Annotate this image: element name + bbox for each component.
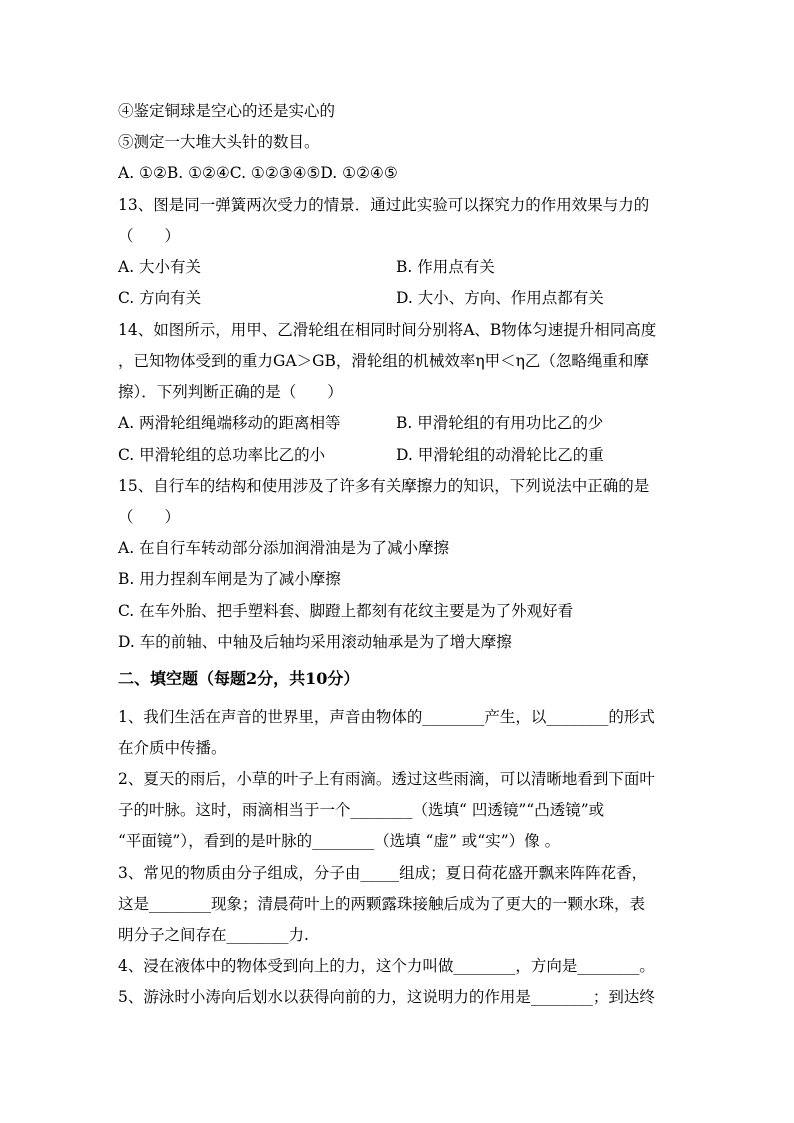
q15-option-a: A. 在自行车转动部分添加润滑油是为了减小摩擦 bbox=[118, 539, 450, 557]
fill-q3-line-3: 明分子之间存在________力. bbox=[118, 926, 309, 944]
q13-option-d: D. 大小、方向、作用点都有关 bbox=[396, 289, 604, 307]
q15-paren: （ ） bbox=[118, 508, 181, 526]
item-5: ⑤测定一大堆大头针的数目。 bbox=[118, 133, 320, 151]
q15-option-d: D. 车的前轴、中轴及后轴均采用滚动轴承是为了增大摩擦 bbox=[118, 633, 512, 651]
fill-q2-line-3: “平面镜”），看到的是叶脉的________（选填 “虚” 或“实”）像 。 bbox=[118, 832, 561, 850]
q13-stem: 13、图是同一弹簧两次受力的情景．通过此实验可以探究力的作用效果与力的 bbox=[118, 196, 650, 214]
q14-stem-2: ，已知物体受到的重力GA＞GB，滑轮组的机械效率η甲＜η乙（忽略绳重和摩 bbox=[118, 352, 649, 370]
item-4: ④鉴定铜球是空心的还是实心的 bbox=[118, 102, 336, 120]
fill-q2-line-2: 子的叶脉。这时，雨滴相当于一个________（选填“ 凹透镜”“凸透镜”或 bbox=[118, 801, 605, 819]
q15-stem: 15、自行车的结构和使用涉及了许多有关摩擦力的知识，下列说法中正确的是 bbox=[118, 477, 650, 495]
fill-q3-line-2: 这是________现象；清晨荷叶上的两颗露珠接触后成为了更大的一颗水珠，表 bbox=[118, 895, 646, 913]
fill-q1-line-2: 在介质中传播。 bbox=[118, 739, 227, 757]
section-heading: 二、填空题（每题2分，共10分） bbox=[118, 669, 360, 688]
q14-option-a: A. 两滑轮组绳端移动的距离相等 bbox=[118, 414, 341, 432]
fill-q4: 4、浸在液体中的物体受到向上的力，这个力叫做________，方向是________。 bbox=[118, 957, 655, 975]
fill-q3-line-1: 3、常见的物质由分子组成，分子由_____组成；夏日荷花盛开飘来阵阵花香， bbox=[118, 864, 648, 882]
q14-option-d: D. 甲滑轮组的动滑轮比乙的重 bbox=[396, 446, 604, 464]
q14-stem-1: 14、如图所示，用甲、乙滑轮组在相同时间分别将A、B物体匀速提升相同高度 bbox=[118, 321, 657, 339]
q14-option-b: B. 甲滑轮组的有用功比乙的少 bbox=[396, 414, 604, 432]
q13-option-a: A. 大小有关 bbox=[118, 258, 202, 276]
q14-stem-3: 擦）．下列判断正确的是（ ） bbox=[118, 383, 343, 401]
fill-q5-line-1: 5、游泳时小涛向后划水以获得向前的力，这说明力的作用是________；到达终 bbox=[118, 988, 655, 1006]
fill-q2-line-1: 2、夏天的雨后，小草的叶子上有雨滴。透过这些雨滴，可以清晰地看到下面叶 bbox=[118, 770, 655, 788]
q15-option-b: B. 用力捏刹车闸是为了减小摩擦 bbox=[118, 570, 341, 588]
q15-option-c: C. 在车外胎、把手塑料套、脚蹬上都刻有花纹主要是为了外观好看 bbox=[118, 602, 574, 620]
q13-option-b: B. 作用点有关 bbox=[396, 258, 495, 276]
q14-option-c: C. 甲滑轮组的总功率比乙的小 bbox=[118, 446, 326, 464]
q13-option-c: C. 方向有关 bbox=[118, 289, 202, 307]
fill-q1-line-1: 1、我们生活在声音的世界里，声音由物体的________产生，以________的形式 bbox=[118, 708, 655, 726]
q13-paren: （ ） bbox=[118, 227, 181, 245]
q12-options: A. ①②B. ①②④C. ①②③④⑤D. ①②④⑤ bbox=[118, 164, 398, 182]
